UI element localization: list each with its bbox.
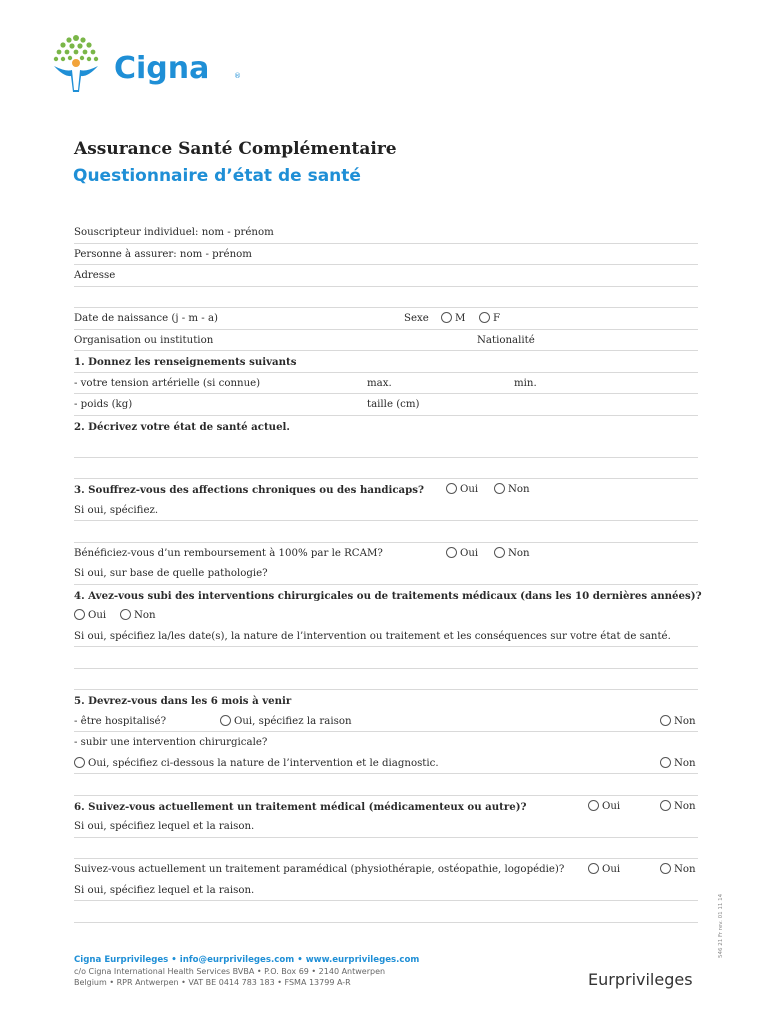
radio-icon[interactable] xyxy=(494,547,505,558)
q6-heading: 6. Suivez-vous actuellement un traitement médical (médicamenteux ou autre)? xyxy=(74,800,527,813)
radio-icon[interactable] xyxy=(494,483,505,494)
health-questionnaire-form xyxy=(74,222,702,923)
nationality-label: Nationalité xyxy=(477,334,535,346)
document-reference: 546 21 Fr rev. 01 11 14 xyxy=(718,893,724,958)
address-field[interactable]: Adresse xyxy=(74,265,698,287)
rcam-non-option[interactable]: Non xyxy=(494,543,530,565)
q2-answer-line-2[interactable] xyxy=(74,458,698,480)
bp-min-label: min. xyxy=(514,377,537,389)
hospital-non-option[interactable]: Non xyxy=(660,711,696,733)
height-label: taille (cm) xyxy=(367,399,420,410)
organisation-row[interactable] xyxy=(74,330,698,352)
logo-wordmark: Cigna xyxy=(114,51,210,86)
document-subtitle: Questionnaire d’état de santé xyxy=(73,166,361,186)
q6-answer-line[interactable] xyxy=(74,838,698,860)
rcam-pathology-row[interactable]: Si oui, sur base de quelle pathologie? xyxy=(74,563,698,585)
radio-icon[interactable] xyxy=(120,609,131,620)
birthdate-row xyxy=(74,308,698,330)
radio-icon[interactable] xyxy=(660,800,671,811)
q4-answer-line-1[interactable] xyxy=(74,647,698,669)
sex-m-option[interactable]: M xyxy=(441,308,465,330)
radio-icon[interactable] xyxy=(446,483,457,494)
q3-non-option[interactable]: Non xyxy=(494,479,530,501)
blood-pressure-row[interactable] xyxy=(74,373,698,395)
footer-legal: Belgium • RPR Antwerpen • VAT BE 0414 783 183 • FSMA 13799 A-R xyxy=(74,978,351,987)
q4-oui-option[interactable]: Oui xyxy=(74,605,106,627)
radio-icon[interactable] xyxy=(588,863,599,874)
footer-contact: Cigna Eurprivileges • info@eurprivileges.com • www.eurprivileges.com xyxy=(74,955,420,965)
footer xyxy=(74,955,419,987)
surgery-oui-option[interactable]: Oui, spécifiez ci-dessous la nature de l’intervention et le diagnostic. xyxy=(74,753,439,775)
rcam-row xyxy=(74,543,698,564)
weight-row[interactable] xyxy=(74,394,698,416)
radio-icon[interactable] xyxy=(660,715,671,726)
radio-icon[interactable] xyxy=(588,800,599,811)
radio-icon[interactable] xyxy=(660,863,671,874)
radio-icon[interactable] xyxy=(441,312,452,323)
q3-specify-row[interactable]: Si oui, spécifiez. xyxy=(74,500,698,522)
address-line-2[interactable] xyxy=(74,287,698,309)
q4-non-option[interactable]: Non xyxy=(120,605,156,627)
q3-row xyxy=(74,479,698,500)
paramedical-specify-row[interactable]: Si oui, spécifiez lequel et la raison. xyxy=(74,880,698,902)
q4-specify-row[interactable]: Si oui, spécifiez la/les date(s), la nature de l’intervention ou traitement et les conséquences sur votre état de santé. xyxy=(74,626,698,648)
q6-oui-option[interactable]: Oui xyxy=(588,796,620,818)
q6-non-option[interactable]: Non xyxy=(660,796,696,818)
q4-options-row xyxy=(74,605,698,626)
radio-icon[interactable] xyxy=(74,609,85,620)
hospital-question: - être hospitalisé? xyxy=(74,715,167,727)
rcam-question: Bénéficiez-vous d’un remboursement à 100% par le RCAM? xyxy=(74,547,383,559)
weight-label: - poids (kg) xyxy=(74,399,133,410)
q2-heading: 2. Décrivez votre état de santé actuel. xyxy=(74,420,290,433)
organisation-label: Organisation ou institution xyxy=(74,334,214,346)
q4-heading: 4. Avez-vous subi des interventions chirurgicales ou de traitements médicaux (dans les 10 dernières années)? xyxy=(74,589,702,602)
blood-pressure-label: - votre tension artérielle (si connue) xyxy=(74,377,261,389)
eurprivileges-brand: Eurprivileges xyxy=(588,970,693,989)
rcam-oui-option[interactable]: Oui xyxy=(446,543,478,565)
q5-surgery-row xyxy=(74,753,698,775)
subscriber-field[interactable]: Souscripteur individuel: nom - prénom xyxy=(74,222,698,244)
q3-oui-option[interactable]: Oui xyxy=(446,479,478,501)
q5-heading: 5. Devrez-vous dans les 6 mois à venir xyxy=(74,695,292,707)
q6-specify-row[interactable]: Si oui, spécifiez lequel et la raison. xyxy=(74,816,698,838)
q2-answer-line-1[interactable] xyxy=(74,436,698,458)
bp-max-label: max. xyxy=(367,377,392,389)
surgery-non-option[interactable]: Non xyxy=(660,753,696,775)
q4-answer-line-2[interactable] xyxy=(74,669,698,691)
q5-hospital-row xyxy=(74,711,698,733)
paramedical-question: Suivez-vous actuellement un traitement paramédical (physiothérapie, ostéopathie, logopédie)? xyxy=(74,864,565,875)
q1-heading: 1. Donnez les renseignements suivants xyxy=(74,351,698,373)
radio-icon[interactable] xyxy=(479,312,490,323)
sex-label: Sexe xyxy=(404,313,429,324)
radio-icon[interactable] xyxy=(660,757,671,768)
paramedical-answer-line[interactable] xyxy=(74,901,698,923)
q5-surgery-question: - subir une intervention chirurgicale? xyxy=(74,737,268,748)
paramedical-non-option[interactable]: Non xyxy=(660,859,696,881)
cigna-logo xyxy=(46,30,256,100)
paramedical-oui-option[interactable]: Oui xyxy=(588,859,620,881)
radio-icon[interactable] xyxy=(74,757,85,768)
svg-text:®: ® xyxy=(234,72,241,80)
radio-icon[interactable] xyxy=(220,715,231,726)
birthdate-label: Date de naissance (j - m - a) xyxy=(74,313,219,324)
document-title: Assurance Santé Complémentaire xyxy=(74,139,397,159)
q5-answer-line[interactable] xyxy=(74,774,698,796)
hospital-oui-option[interactable]: Oui, spécifiez la raison xyxy=(220,711,352,733)
sex-f-option[interactable]: F xyxy=(479,308,500,330)
footer-address: c/o Cigna International Health Services BVBA • P.O. Box 69 • 2140 Antwerpen xyxy=(74,967,386,976)
q3-answer-line[interactable] xyxy=(74,521,698,543)
q6-row xyxy=(74,796,698,817)
radio-icon[interactable] xyxy=(446,547,457,558)
paramedical-row xyxy=(74,859,698,880)
insured-person-field[interactable]: Personne à assurer: nom - prénom xyxy=(74,244,698,266)
q3-heading: 3. Souffrez-vous des affections chroniques ou des handicaps? xyxy=(74,484,424,496)
